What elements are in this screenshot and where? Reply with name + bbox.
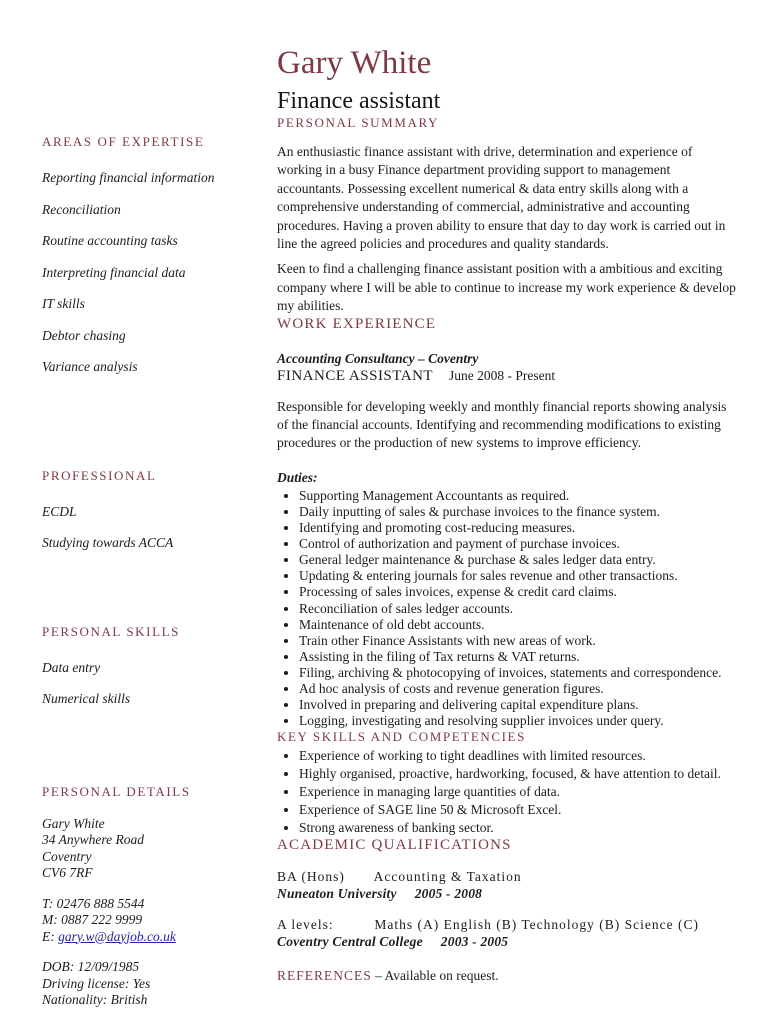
expertise-item: Variance analysis [42,359,138,374]
qualification-degree: BA (Hons) [277,869,345,885]
qualification-degree: A levels: [277,917,334,933]
duties-label: Duties: [277,469,318,485]
key-skill-item: • Experience of working to tight deadlines with limited resources. [299,747,740,765]
references-text: – Available on request. [375,968,499,984]
contact-block [42,896,267,946]
key-skill-item: • Experience in managing large quantities of data. [299,783,740,801]
summary-paragraph: An enthusiastic finance assistant with drive, determination and experience of working in a busy Finance department providing support to management accountants. Possessing excellent numerical & data entry skills along with a comprehensive understanding of commercial, administrative and accounting procedures. Having a proven ability to ensure that day to day work is carried out in line the agreed policies and procedures and quality standards. [277,144,726,252]
address-block [42,816,267,882]
expertise-item: Routine accounting tasks [42,233,178,248]
qualification-subject: Maths (A) English (B) Technology (B) Science (C) [374,917,699,933]
qualification-school-line [277,934,740,950]
driving-license-line: Driving license: Yes [42,975,151,991]
personal-details-section [42,784,267,1009]
duty-item: • Daily inputting of sales & purchase invoices to the finance system. [299,504,740,520]
key-skills-heading: KEY SKILLS AND COMPETENCIES [277,729,526,745]
personal-skill-item: Numerical skills [42,691,131,706]
expertise-item: IT skills [42,296,85,311]
expertise-item: Reconciliation [42,201,121,217]
qualification-years: 2005 - 2008 [414,886,483,902]
qualification-line [277,869,740,885]
work-experience-heading: WORK EXPERIENCE [277,315,437,332]
email-link[interactable]: gary.w@dayjob.co.uk [58,928,176,944]
duty-item: • General ledger maintenance & purchase & sales ledger data entry. [299,552,740,568]
personal-details-heading: PERSONAL DETAILS [42,783,191,799]
duty-item: • Reconciliation of sales ledger accounts. [299,601,740,617]
duty-item: • Identifying and promoting cost-reducing measures. [299,520,740,536]
phone-line: T: 02476 888 5544 [42,895,145,911]
duty-item: • Maintenance of old debt accounts. [299,617,740,633]
personal-skills-heading: PERSONAL SKILLS [42,623,181,639]
employer-line: Accounting Consultancy – Coventry [277,350,479,366]
duty-item: • Updating & entering journals for sales revenue and other transactions. [299,568,740,584]
qualification-school-line [277,886,740,902]
professional-section [42,468,267,552]
qualification [277,917,740,950]
personal-skill-item: Data entry [42,659,101,675]
sidebar [0,0,277,1024]
address-line: Gary White [42,815,105,831]
candidate-job-title: Finance assistant [277,88,441,114]
address-line: Coventry [42,848,92,864]
professional-item: ECDL [42,503,77,519]
key-skill-item: • Experience of SAGE line 50 & Microsoft Excel. [299,801,740,819]
duty-item: • Ad hoc analysis of costs and revenue generation figures. [299,681,740,697]
bio-block [42,959,267,1009]
personal-skills-section [42,624,267,708]
qualification-school: Coventry Central College [277,934,423,950]
qualification-line [277,917,740,933]
duty-item: • Involved in preparing and delivering capital expenditure plans. [299,697,740,713]
expertise-item: Interpreting financial data [42,264,186,280]
summary-paragraph: Keen to find a challenging finance assistant position with a ambitious and exciting company where I will be able to continue to increase my work experience & develop my abilities. [277,261,736,314]
email-label: E: [42,928,55,944]
nationality-line: Nationality: British [42,992,148,1007]
duty-item: • Train other Finance Assistants with new areas of work. [299,633,740,649]
professional-heading: PROFESSIONAL [42,467,157,483]
expertise-section [42,134,267,376]
dob-line: DOB: 12/09/1985 [42,959,140,974]
key-skill-item: • Highly organised, proactive, hardworking, focused, & have attention to detail. [299,765,740,783]
email-line [42,929,267,946]
expertise-item: Reporting financial information [42,170,215,185]
summary-heading: PERSONAL SUMMARY [277,115,440,130]
key-skill-item: • Strong awareness of banking sector. [299,819,740,837]
duties-list [277,488,740,729]
duty-item: • Supporting Management Accountants as required. [299,488,740,504]
duty-item: • Control of authorization and payment of purchase invoices. [299,536,740,552]
duty-item: • Assisting in the filing of Tax returns & VAT returns. [299,649,740,665]
main-column [277,0,768,1024]
candidate-name: Gary White [277,45,432,81]
role-title: FINANCE ASSISTANT [277,367,434,384]
work-description: Responsible for developing weekly and monthly financial reports showing analysis of the financial accounts. Identifying and recommending modifications to existing procedures or the production of new systems to improve efficiency. [277,398,727,451]
expertise-heading: AREAS OF EXPERTISE [42,134,205,149]
address-line: CV6 7RF [42,865,93,880]
qualification [277,869,740,902]
duty-item: • Filing, archiving & photocopying of invoices, statements and correspondence. [299,665,740,681]
qualification-subject: Accounting & Taxation [373,869,522,885]
qualification-years: 2003 - 2005 [440,934,509,950]
address-line: 34 Anywhere Road [42,832,144,847]
role-dates: June 2008 - Present [449,367,556,383]
role-line [277,368,740,385]
mobile-line: M: 0887 222 9999 [42,912,143,927]
expertise-item: Debtor chasing [42,327,126,343]
qualification-school: Nuneaton University [277,886,397,902]
references-label: REFERENCES [277,968,372,984]
duty-item: • Processing of sales invoices, expense & credit card claims. [299,584,740,600]
key-skills-list [277,747,740,837]
academic-heading: ACADEMIC QUALIFICATIONS [277,837,512,854]
summary-paragraphs [277,143,740,316]
professional-item: Studying towards ACCA [42,535,174,550]
duty-item: • Logging, investigating and resolving supplier invoices under query. [299,713,740,729]
references-line [277,968,740,984]
